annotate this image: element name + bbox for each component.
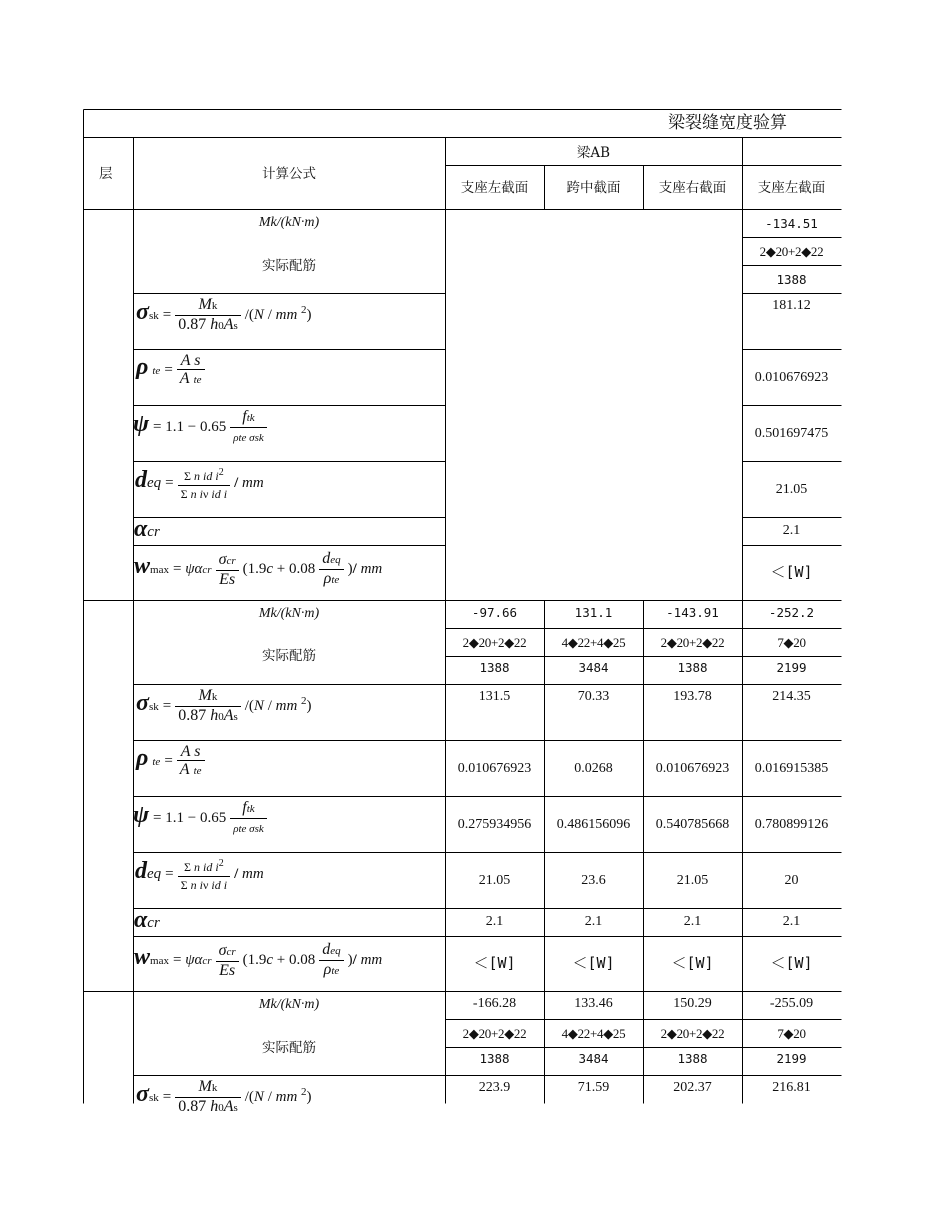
- b3-as-3: 1388: [677, 1051, 708, 1066]
- b3-as-2: 3484: [578, 1051, 609, 1066]
- alpha-formula: αcr: [134, 516, 160, 542]
- b3-rebar-4: 7◆20: [777, 1026, 806, 1041]
- b3-as-4: 2199: [776, 1051, 807, 1066]
- rho-formula: ρ te = $\frac{\text{A s}}{\text{A te}}$: [136, 352, 205, 389]
- deq-formula: deq = $\frac{\Sigma n id i^2}{\text{Σ n iν id i}}$ / mm: [135, 464, 264, 503]
- b1-rho: 0.010676923: [754, 370, 829, 385]
- b2-rebar-1: 2◆20+2◆22: [462, 635, 527, 650]
- wmax-formula: wmax = ψαcr $\frac{\text{σcr}}{Es}$ (1.9c + 0.08 $\frac{\text{deq}}{\text{ρte}}$ )/ mm: [134, 941, 383, 979]
- b2-mk-4: -252.2: [768, 605, 815, 620]
- b2-psi-4: 0.780899126: [754, 817, 829, 832]
- b3-mk-4: -255.09: [769, 996, 814, 1011]
- b1-as: 1388: [776, 272, 807, 287]
- b2-w-2: ＜[W]: [572, 954, 615, 972]
- header-col-1: 支座左截面: [460, 180, 529, 196]
- b2-mk-3: -143.91: [666, 605, 719, 620]
- deq-formula: deq = $\frac{\Sigma n id i^2}{\text{Σ n iν id i}}$ / mm: [135, 855, 264, 894]
- b2-deq-2: 23.6: [581, 873, 606, 888]
- b2-as-2: 3484: [578, 660, 609, 675]
- b1-w: ＜[W]: [770, 563, 813, 581]
- b2-as-1: 1388: [479, 660, 510, 675]
- b2-rebar-4: 7◆20: [777, 635, 806, 650]
- b1-mk: -134.51: [765, 216, 818, 231]
- b2-w-3: ＜[W]: [671, 954, 714, 972]
- b2-sigma-3: 193.78: [673, 689, 712, 704]
- mk-label: Mk/(kN·m): [258, 997, 320, 1012]
- b3-rebar-3: 2◆20+2◆22: [660, 1026, 725, 1041]
- b2-psi-1: 0.275934956: [457, 817, 532, 832]
- b2-psi-3: 0.540785668: [655, 817, 730, 832]
- b3-sigma-1: 223.9: [478, 1080, 511, 1095]
- b2-deq-3: 21.05: [676, 873, 709, 888]
- b2-alpha-1: 2.1: [485, 914, 504, 929]
- header-col-4: 支座左截面: [757, 180, 826, 196]
- b2-alpha-3: 2.1: [683, 914, 702, 929]
- b1-sigma: 181.12: [772, 298, 811, 313]
- b1-rebar: 2◆20+2◆22: [759, 244, 824, 259]
- b3-mk-2: 133.46: [574, 996, 613, 1011]
- alpha-formula: αcr: [134, 907, 160, 933]
- sigma-formula: σsk = $\frac{Mk}{0.87 h0As}$ /(N / mm $^2$): [136, 687, 312, 724]
- b2-sigma-4: 214.35: [772, 689, 811, 704]
- rebar-label: 实际配筋: [262, 258, 316, 274]
- b2-as-3: 1388: [677, 660, 708, 675]
- b3-sigma-2: 71.59: [577, 1080, 610, 1095]
- b2-psi-2: 0.486156096: [556, 817, 631, 832]
- b3-mk-1: -166.28: [472, 996, 517, 1011]
- b2-rebar-3: 2◆20+2◆22: [660, 635, 725, 650]
- b2-sigma-1: 131.5: [478, 689, 511, 704]
- b2-as-4: 2199: [776, 660, 807, 675]
- psi-formula: ψ = 1.1 − 0.65 $\frac{\text{ftk}}{\text{ρte σsk}}$: [133, 408, 267, 447]
- b2-rho-3: 0.010676923: [655, 761, 730, 776]
- b2-w-1: ＜[W]: [473, 954, 516, 972]
- rho-formula: ρ te = $\frac{\text{A s}}{\text{A te}}$: [136, 743, 205, 780]
- b3-sigma-4: 216.81: [772, 1080, 811, 1095]
- mk-label: Mk/(kN·m): [258, 606, 320, 621]
- b3-as-1: 1388: [479, 1051, 510, 1066]
- table-title: 梁裂缝宽度验算: [668, 113, 787, 133]
- b2-deq-1: 21.05: [478, 873, 511, 888]
- sigma-formula: σsk = $\frac{Mk}{0.87 h0As}$ /(N / mm $^2$): [136, 1078, 312, 1115]
- rebar-label: 实际配筋: [262, 1040, 316, 1056]
- b1-psi: 0.501697475: [754, 426, 829, 441]
- wmax-formula: wmax = ψαcr $\frac{\text{σcr}}{Es}$ (1.9c + 0.08 $\frac{\text{deq}}{\text{ρte}}$ )/ mm: [134, 550, 383, 588]
- sigma-formula: σsk = $\frac{Mk}{0.87 h0As}$ /(N / mm $^2$): [136, 296, 312, 333]
- b2-mk-1: -97.66: [471, 605, 518, 620]
- rebar-label: 实际配筋: [262, 648, 316, 664]
- header-layer: 层: [99, 166, 113, 182]
- header-beam: 梁AB: [576, 145, 611, 161]
- b3-rebar-2: 4◆22+4◆25: [561, 1026, 626, 1041]
- b2-rho-1: 0.010676923: [457, 761, 532, 776]
- b3-sigma-3: 202.37: [673, 1080, 712, 1095]
- b2-w-4: ＜[W]: [770, 954, 813, 972]
- header-formula: 计算公式: [262, 166, 316, 182]
- b2-deq-4: 20: [784, 873, 799, 888]
- mk-label: Mk/(kN·m): [258, 215, 320, 230]
- header-col-2: 跨中截面: [566, 180, 621, 196]
- b3-mk-3: 150.29: [673, 996, 712, 1011]
- header-col-3: 支座右截面: [658, 180, 727, 196]
- b2-rho-4: 0.016915385: [754, 761, 829, 776]
- b2-mk-2: 131.1: [574, 605, 613, 620]
- psi-formula: ψ = 1.1 − 0.65 $\frac{\text{ftk}}{\text{ρte σsk}}$: [133, 799, 267, 838]
- b2-alpha-4: 2.1: [782, 914, 801, 929]
- b3-rebar-1: 2◆20+2◆22: [462, 1026, 527, 1041]
- b2-rho-2: 0.0268: [574, 761, 613, 776]
- b2-alpha-2: 2.1: [584, 914, 603, 929]
- b2-sigma-2: 70.33: [577, 689, 610, 704]
- b1-alpha: 2.1: [782, 523, 801, 538]
- b1-deq: 21.05: [775, 482, 808, 497]
- b2-rebar-2: 4◆22+4◆25: [561, 635, 626, 650]
